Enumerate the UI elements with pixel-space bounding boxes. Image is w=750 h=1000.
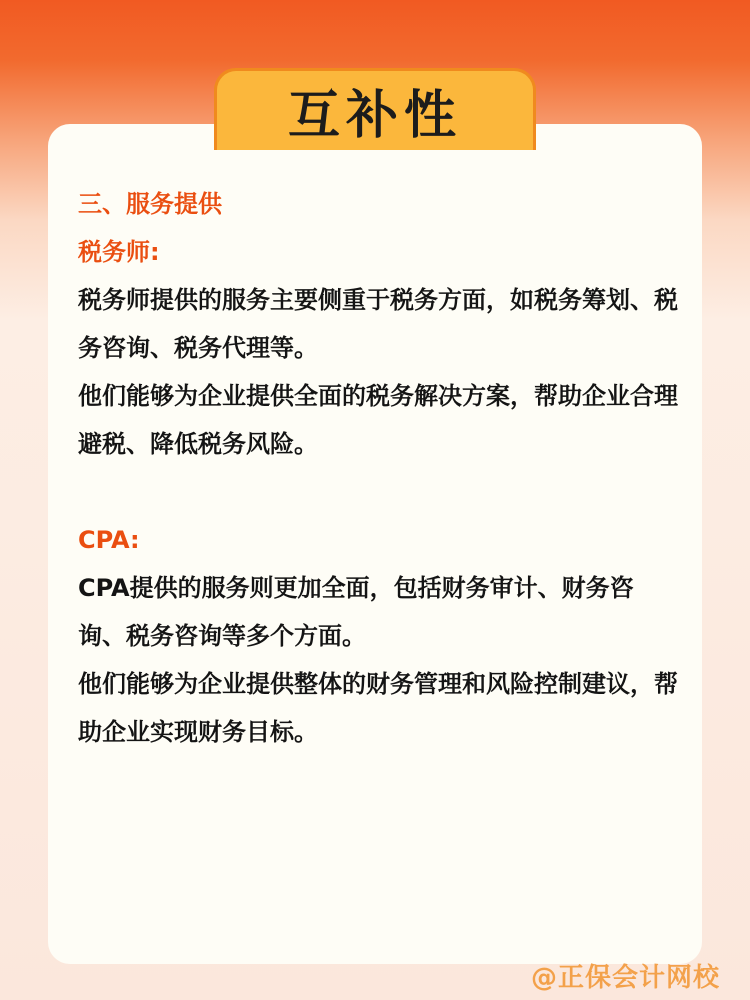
brand-watermark: @正保会计网校: [530, 963, 720, 993]
block-label-cpa: CPA:: [78, 526, 140, 554]
section-heading: 三、服务提供: [78, 190, 222, 218]
paragraph: CPA提供的服务则更加全面，包括财务审计、财务咨询、税务咨询等多个方面。: [78, 574, 634, 650]
title-tab: [214, 68, 536, 150]
spacer: [78, 468, 678, 516]
paragraph: 他们能够为企业提供整体的财务管理和风险控制建议，帮助企业实现财务目标。: [78, 670, 678, 746]
main-content: [78, 180, 678, 756]
page-title: 互补性: [287, 86, 462, 146]
paragraph: 他们能够为企业提供全面的税务解决方案，帮助企业合理避税、降低税务风险。: [78, 382, 678, 458]
paragraph: 税务师提供的服务主要侧重于税务方面，如税务筹划、税务咨询、税务代理等。: [78, 286, 678, 362]
block-label-tax-advisor: 税务师:: [78, 238, 160, 266]
